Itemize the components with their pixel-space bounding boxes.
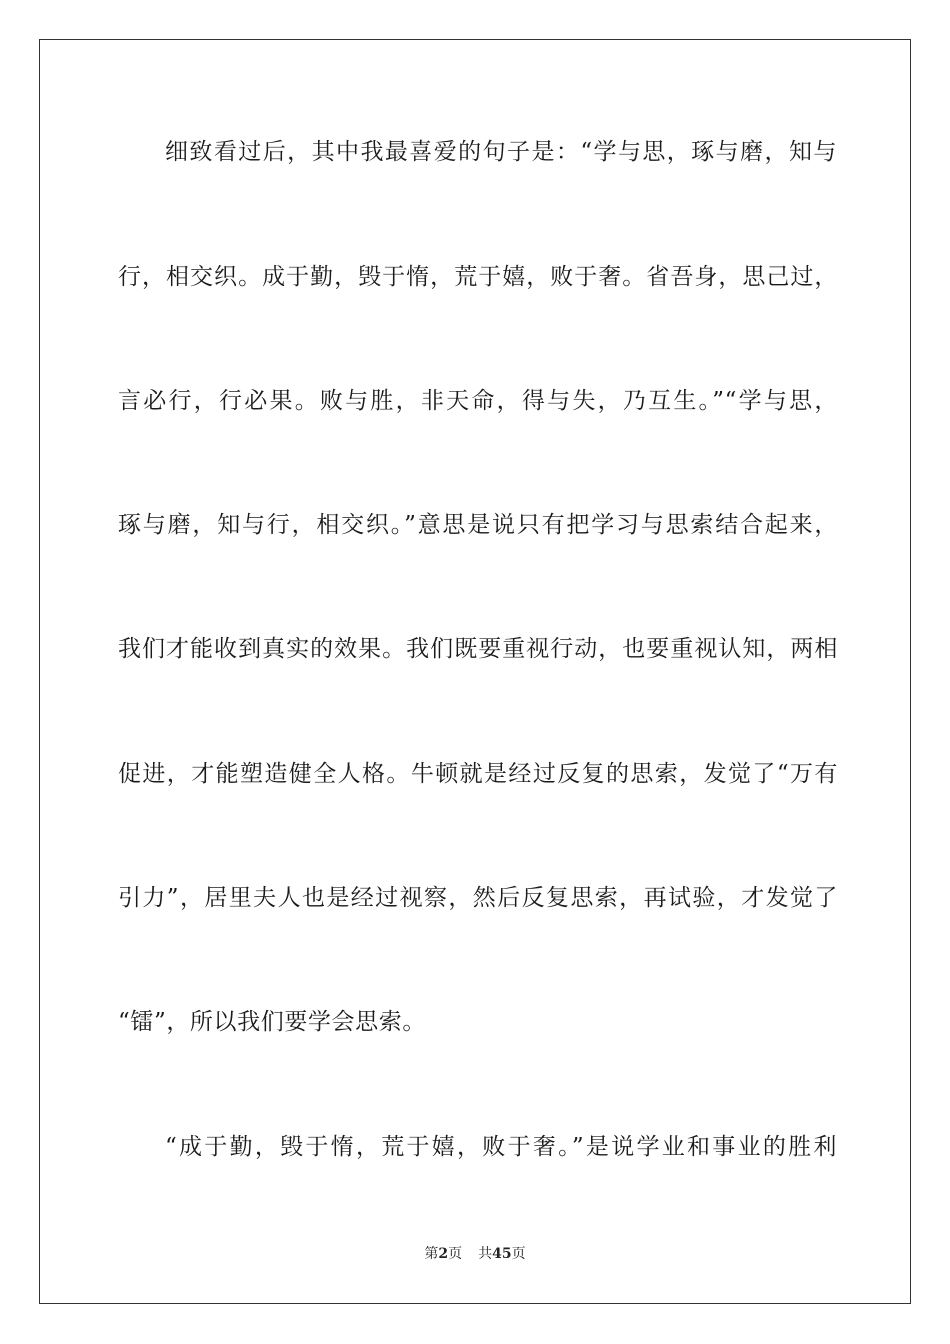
paragraph-line-7: 引力”，居里夫人也是经过视察，然后反复思索，再试验，才发觉了 bbox=[118, 885, 838, 911]
paragraph-line-4: 琢与磨，知与行，相交织。”意思是说只有把学习与思索结合起来， bbox=[118, 512, 838, 538]
paragraph-line-9: “成于勤，毁于惰，荒于嬉，败于奢。”是说学业和事业的胜利 bbox=[165, 1134, 837, 1160]
total-prefix: 共 bbox=[478, 1246, 493, 1262]
total-suffix: 页 bbox=[511, 1246, 526, 1262]
page-border bbox=[39, 39, 911, 1304]
total-pages: 45 bbox=[492, 1246, 512, 1262]
paragraph-line-6: 促进，才能塑造健全人格。牛顿就是经过反复的思索，发觉了“万有 bbox=[118, 761, 838, 787]
paragraph-line-5: 我们才能收到真实的效果。我们既要重视行动，也要重视认知，两相 bbox=[118, 636, 838, 662]
page-footer bbox=[0, 1245, 950, 1263]
paragraph-line-8: “镭”，所以我们要学会思索。 bbox=[118, 1009, 426, 1035]
paragraph-line-3: 言必行，行必果。败与胜，非天命，得与失，乃互生。”“学与思， bbox=[118, 388, 838, 414]
paragraph-line-1: 细致看过后，其中我最喜爱的句子是：“学与思，琢与磨，知与 bbox=[165, 139, 837, 165]
page-prefix: 第 bbox=[424, 1246, 439, 1262]
page-number: 2 bbox=[438, 1246, 449, 1262]
paragraph-line-2: 行，相交织。成于勤，毁于惰，荒于嬉，败于奢。省吾身，思己过， bbox=[118, 264, 838, 290]
page-suffix: 页 bbox=[448, 1246, 463, 1262]
